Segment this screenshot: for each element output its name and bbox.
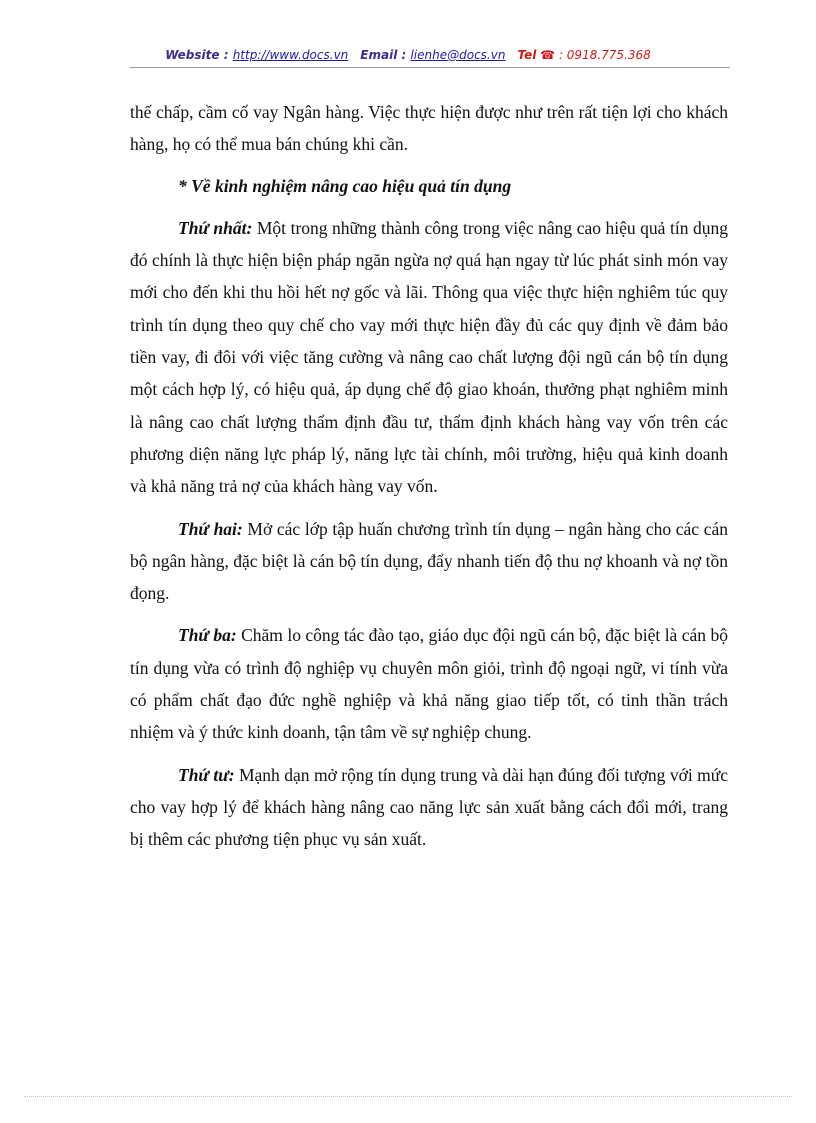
paragraph-thu-ba <box>130 619 728 748</box>
paragraph-text: Chăm lo công tác đào tạo, giáo dục đội ngũ cán bộ, đặc biệt là cán bộ tín dụng vừa có trình độ nghiệp vụ chuyên môn giỏi, trình độ ngoại ngữ, vi tính vừa có phẩm chất đạo đức nghề nghiệp và khả năng giao tiếp tốt, có tinh thần trách nhiệm và ý thức kinh doanh, tận tâm về sự nghiệp chung. <box>130 625 728 743</box>
paragraph-text: Mở các lớp tập huấn chương trình tín dụng – ngân hàng cho các cán bộ ngân hàng, đặc biệt là cán bộ tín dụng, đẩy nhanh tiến độ thu nợ khoanh và nợ tồn đọng. <box>130 518 728 604</box>
paragraph-text: Mạnh dạn mở rộng tín dụng trung và dài hạn đúng đối tượng với mức cho vay hợp lý để khách hàng nâng cao năng lực sản xuất bằng cách đổi mới, trang bị thêm các phương tiện phục vụ sản xuất. <box>130 764 728 850</box>
paragraph-lead: Thứ tư: <box>178 764 235 785</box>
section-heading: * Về kinh nghiệm nâng cao hiệu quả tín dụng <box>178 175 512 196</box>
email-label: Email <box>360 48 398 62</box>
website-link[interactable]: http://www.docs.vn <box>232 48 349 62</box>
phone-number: : 0918.775.368 <box>555 48 651 62</box>
footer-divider <box>24 1096 792 1097</box>
paragraph-lead: Thứ nhất: <box>178 217 253 238</box>
email-colon: : <box>397 48 411 62</box>
website-label: Website <box>165 48 220 62</box>
email-link[interactable]: lienhe@docs.vn <box>410 48 506 62</box>
tel-label: Tel <box>517 48 537 62</box>
paragraph-lead: Thứ hai: <box>178 518 243 539</box>
intro-paragraph: thế chấp, cầm cố vay Ngân hàng. Việc thực hiện được như trên rất tiện lợi cho khách hàng, họ có thể mua bán chúng khi cần. <box>130 102 728 155</box>
paragraph-text: Một trong những thành công trong việc nâng cao hiệu quả tín dụng đó chính là thực hiện biện pháp ngăn ngừa nợ quá hạn ngay từ lúc phát sinh món vay mới cho đến khi thu hồi hết nợ gốc và lãi. Thông qua việc thực hiện nghiêm túc quy trình tín dụng theo quy chế cho vay mới thực hiện đầy đủ các quy định về đảm bảo tiền vay, đi đôi với việc tăng cường và nâng cao chất lượng đội ngũ cán bộ tín dụng một cách hợp lý, có hiệu quả, áp dụng chế độ giao khoán, thưởng phạt nghiêm minh là nâng cao chất lượng thẩm định đầu tư, thẩm định khách hàng vay vốn trên các phương diện năng lực pháp lý, năng lực tài chính, môi trường, hiệu quả kinh doanh và khả năng trả nợ của khách hàng vay vốn. <box>130 217 728 497</box>
phone-icon: ☎ <box>540 48 556 62</box>
page-header <box>0 48 816 62</box>
paragraph-thu-hai <box>130 513 728 610</box>
paragraph-thu-nhat <box>130 212 728 503</box>
paragraph-thu-tu <box>130 759 728 856</box>
document-body <box>130 96 728 856</box>
paragraph-lead: Thứ ba: <box>178 625 237 646</box>
website-colon: : <box>219 48 233 62</box>
header-divider <box>130 67 730 68</box>
